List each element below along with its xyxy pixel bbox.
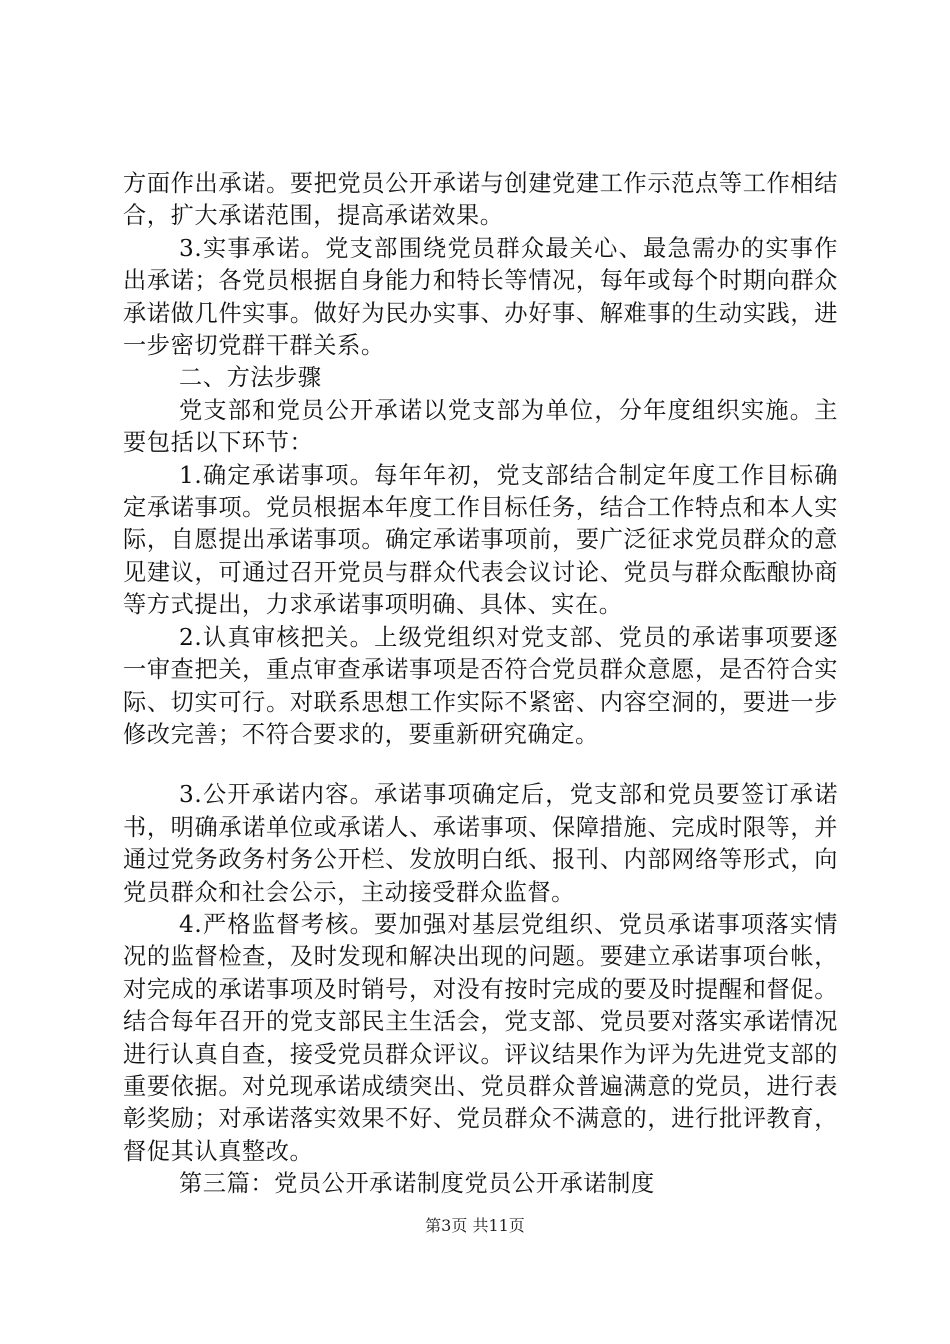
page-footer bbox=[0, 1215, 950, 1237]
paragraph-step-2: 2.认真审核把关。上级党组织对党支部、党员的承诺事项要逐一审查把关，重点审查承诺事项是否符合党员群众意愿，是否符合实际、切实可行。对联系思想工作实际不紧密、内容空洞的，要进一步修改完善；不符合要求的，要重新研究确定。 bbox=[123, 623, 838, 748]
paragraph-continuation: 方面作出承诺。要把党员公开承诺与创建党建工作示范点等工作相结合，扩大承诺范围，提高承诺效果。 bbox=[123, 170, 838, 230]
paragraph-step-3: 3.公开承诺内容。承诺事项确定后，党支部和党员要签订承诺书，明确承诺单位或承诺人、承诺事项、保障措施、完成时限等，并通过党务政务村务公开栏、发放明白纸、报刊、内部网络等形式，向党员群众和社会公示，主动接受群众监督。 bbox=[123, 781, 838, 906]
paragraph-intro-steps: 党支部和党员公开承诺以党支部为单位，分年度组织实施。主要包括以下环节： bbox=[123, 396, 838, 457]
document-body bbox=[123, 168, 838, 1201]
section-heading-methods: 二、方法步骤 bbox=[179, 364, 322, 392]
paragraph-practical-commitment: 3.实事承诺。党支部围绕党员群众最关心、最急需办的实事作出承诺；各党员根据自身能力和特长等情况，每年或每个时期向群众承诺做几件实事。做好为民办实事、办好事、解难事的生动实践，进一步密切党群干群关系。 bbox=[123, 234, 838, 360]
paragraph-step-4: 4.严格监督考核。要加强对基层党组织、党员承诺事项落实情况的监督检查，及时发现和解决出现的问题。要建立承诺事项台帐，对完成的承诺事项及时销号，对没有按时完成的要及时提醒和督促。结合每年召开的党支部民主生活会，党支部、党员要对落实承诺情况进行认真自查，接受党员群众评议。评议结果作为评为先进党支部的重要依据。对兑现承诺成绩突出、党员群众普遍满意的党员，进行表彰奖励；对承诺落实效果不好、党员群众不满意的，进行批评教育，督促其认真整改。 bbox=[123, 910, 838, 1165]
page-number-label: 第3页 共11页 bbox=[425, 1216, 525, 1235]
paragraph-step-1: 1.确定承诺事项。每年年初，党支部结合制定年度工作目标确定承诺事项。党员根据本年度工作目标任务，结合工作特点和本人实际，自愿提出承诺事项。确定承诺事项前，要广泛征求党员群众的意见建议，可通过召开党员与群众代表会议讨论、党员与群众酝酿协商等方式提出，力求承诺事项明确、具体、实在。 bbox=[123, 461, 838, 619]
paragraph-gap bbox=[123, 751, 838, 779]
chapter-heading-part-3: 第三篇：党员公开承诺制度党员公开承诺制度 bbox=[179, 1170, 655, 1198]
